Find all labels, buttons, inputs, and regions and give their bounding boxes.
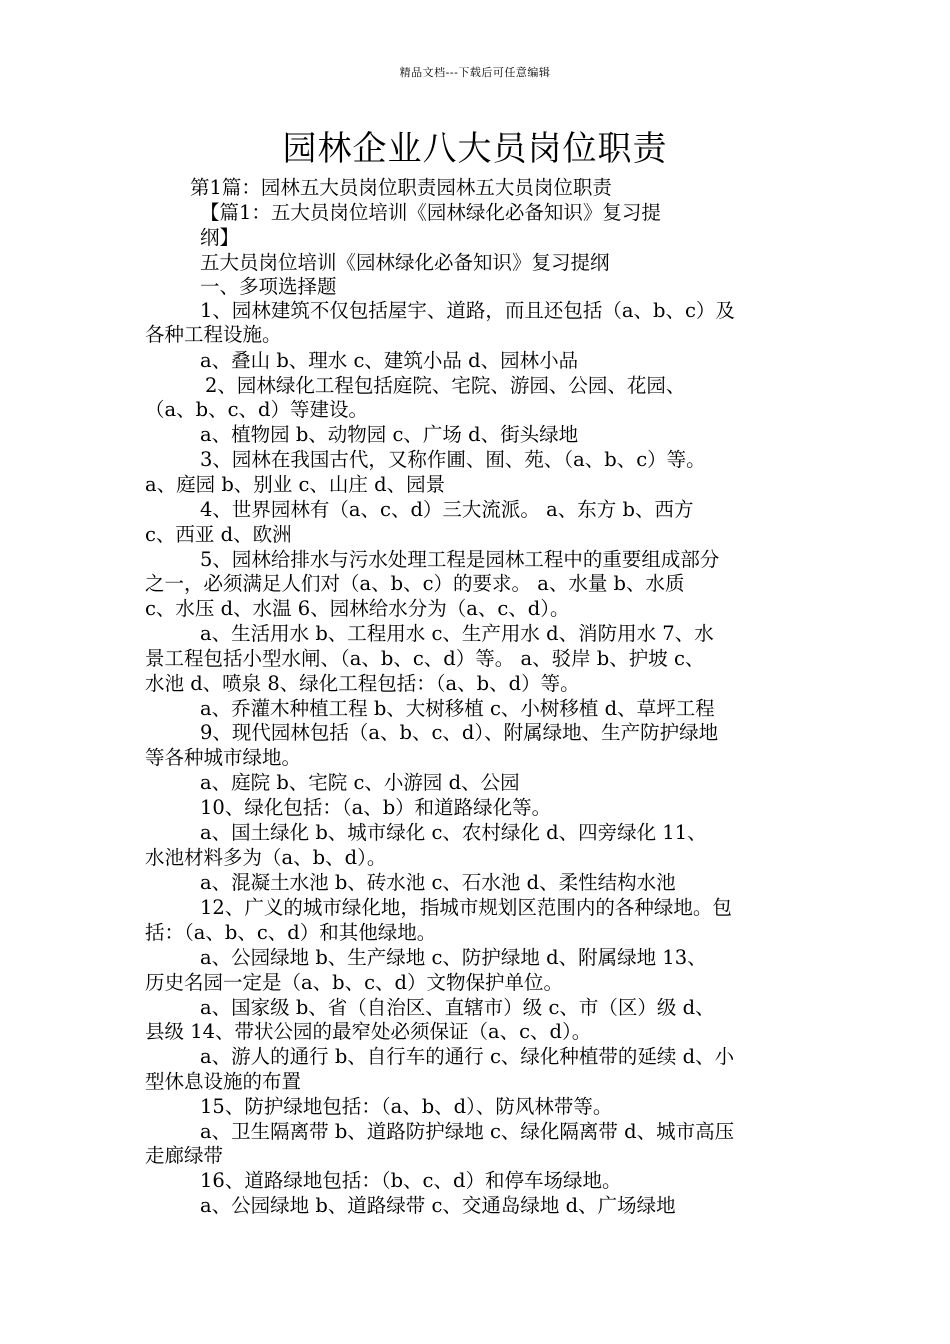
text-line: 4、世界园林有（a、c、d）三大流派。 a、东方 b、西方 bbox=[200, 498, 694, 521]
text-line: a、卫生隔离带 b、道路防护绿地 c、绿化隔离带 d、城市高压 bbox=[200, 1120, 735, 1143]
text-line: 历史名园一定是（a、b、c、d）文物保护单位。 bbox=[145, 971, 564, 994]
text-line: 五大员岗位培训《园林绿化必备知识》复习提纲 bbox=[200, 251, 610, 274]
text-line: 各种工程设施。 bbox=[145, 323, 282, 346]
text-line: 15、防护绿地包括：（a、b、d）、防风林带等。 bbox=[200, 1095, 613, 1118]
text-line: a、混凝土水池 b、砖水池 c、石水池 d、柔性结构水池 bbox=[200, 871, 676, 894]
text-line: a、公园绿地 b、道路绿带 c、交通岛绿地 d、广场绿地 bbox=[200, 1194, 676, 1217]
text-line: a、国家级 b、省（自治区、直辖市）级 c、市（区）级 d、 bbox=[200, 996, 715, 1019]
text-line: c、西亚 d、欧洲 bbox=[145, 523, 292, 546]
text-line: 5、园林给排水与污水处理工程是园林工程中的重要组成部分 bbox=[200, 548, 720, 571]
text-line: c、水压 d、水温 6、园林给水分为（a、c、d）。 bbox=[145, 597, 570, 620]
text-line: 县级 14、带状公园的最窄处必须保证（a、c、d）。 bbox=[145, 1020, 592, 1043]
text-line: 等各种城市绿地。 bbox=[145, 746, 302, 769]
text-line: a、生活用水 b、工程用水 c、生产用水 d、消防用水 7、水 bbox=[200, 622, 714, 645]
text-line: 走廊绿带 bbox=[145, 1144, 224, 1167]
text-line: 水池 d、喷泉 8、绿化工程包括：（a、b、d）等。 bbox=[145, 672, 580, 695]
text-line: a、公园绿地 b、生产绿地 c、防护绿地 d、附属绿地 13、 bbox=[200, 946, 707, 969]
text-line: a、叠山 b、理水 c、建筑小品 d、园林小品 bbox=[200, 349, 579, 372]
text-line: 括：（a、b、c、d）和其他绿地。 bbox=[145, 921, 437, 944]
text-line: a、庭院 b、宅院 c、小游园 d、公园 bbox=[200, 771, 520, 794]
page-header: 精品文档---下载后可任意编辑 bbox=[399, 66, 551, 79]
text-line: 3、园林在我国古代，又称作圃、囿、苑、（a、b、c）等。 bbox=[200, 448, 706, 471]
text-line: 16、道路绿地包括：（b、c、d）和停车场绿地。 bbox=[200, 1169, 622, 1192]
text-line: a、游人的通行 b、自行车的通行 c、绿化种植带的延续 d、小 bbox=[200, 1045, 735, 1068]
text-line: 【篇1：五大员岗位培训《园林绿化必备知识》复习提 bbox=[200, 201, 661, 224]
text-line: 之一，必须满足人们对（a、b、c）的要求。 a、水量 b、水质 bbox=[145, 572, 685, 595]
text-line: 水池材料多为（a、b、d）。 bbox=[145, 846, 387, 869]
text-line: a、庭园 b、别业 c、山庄 d、园景 bbox=[145, 473, 446, 496]
text-line: 纲】 bbox=[200, 226, 240, 249]
text-line: 12、广义的城市绿化地，指城市规划区范围内的各种绿地。包 bbox=[200, 896, 732, 919]
text-line: 景工程包括小型水闸、（a、b、c、d）等。 a、驳岸 b、护坡 c、 bbox=[145, 647, 705, 670]
text-line: 型休息设施的布置 bbox=[145, 1070, 302, 1093]
text-line: a、国土绿化 b、城市绿化 c、农村绿化 d、四旁绿化 11、 bbox=[200, 821, 707, 844]
text-line: 9、现代园林包括（a、b、c、d）、附属绿地、生产防护绿地 bbox=[200, 721, 719, 744]
text-line: a、乔灌木种植工程 b、大树移植 c、小树移植 d、草坪工程 bbox=[200, 697, 715, 720]
text-line: （a、b、c、d）等建设。 bbox=[145, 398, 369, 421]
text-line: 1、园林建筑不仅包括屋宇、道路，而且还包括（a、b、c）及 bbox=[200, 299, 735, 322]
text-line: 第1篇：园林五大员岗位职责园林五大员岗位职责 bbox=[190, 176, 612, 199]
text-line: 2、园林绿化工程包括庭院、宅院、游园、公园、花园、 bbox=[205, 374, 686, 397]
document-title: 园林企业八大员岗位职责 bbox=[282, 129, 668, 169]
text-line: a、植物园 b、动物园 c、广场 d、街头绿地 bbox=[200, 423, 579, 446]
text-line: 10、绿化包括：（a、b）和道路绿化等。 bbox=[200, 796, 552, 819]
text-line: 一、多项选择题 bbox=[200, 275, 337, 298]
